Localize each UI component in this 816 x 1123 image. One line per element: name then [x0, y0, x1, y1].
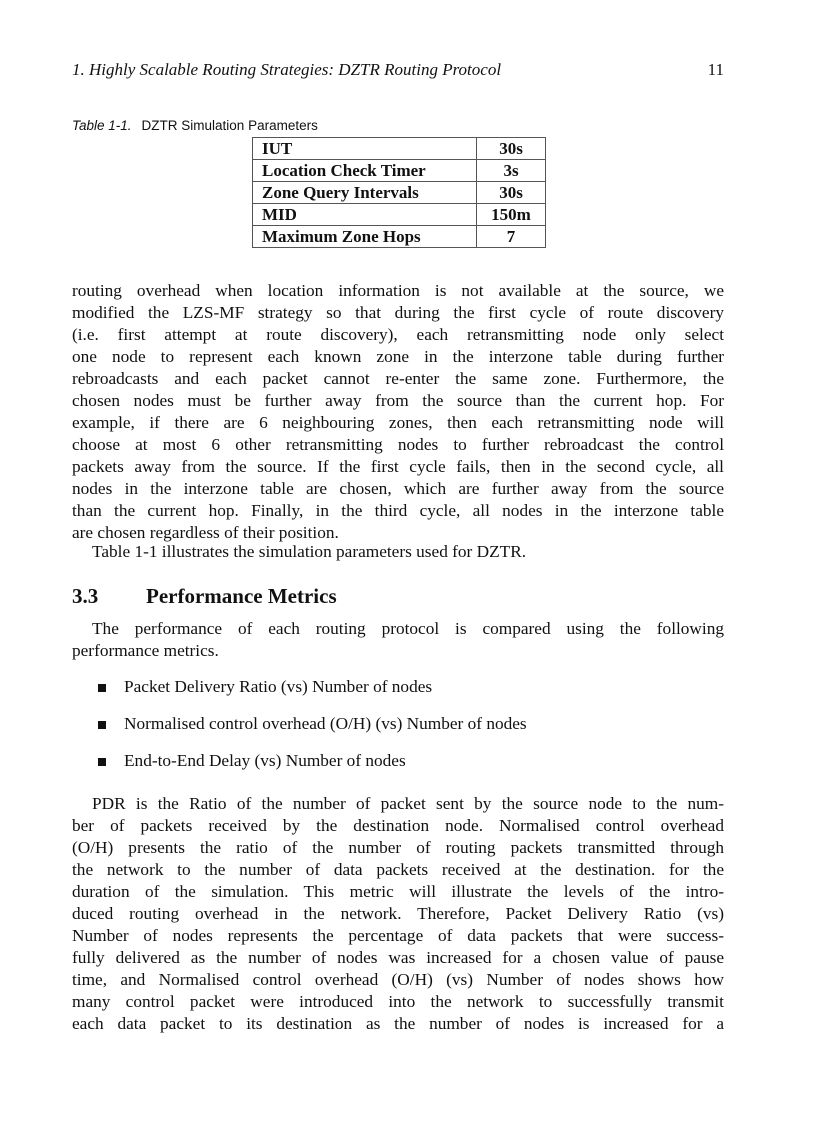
- paragraph-metrics-intro: [72, 618, 724, 662]
- param-value: 30s: [477, 182, 546, 204]
- paragraph-table-reference: Table 1-1 illustrates the simulation parameters used for DZTR.: [92, 542, 527, 561]
- table-caption: [72, 118, 318, 133]
- simulation-parameters-table: [252, 137, 546, 248]
- section-number: 3.3: [72, 584, 99, 608]
- text-line: routing overhead when location information is not available at the source, we: [72, 281, 724, 300]
- section-heading: [72, 584, 337, 609]
- text-line: than the current hop. Finally, in the third cycle, all nodes in the interzone table: [72, 501, 724, 520]
- param-name: Location Check Timer: [253, 160, 477, 182]
- text-line: chosen nodes must be further away from the source than the current hop. For: [72, 391, 724, 410]
- table-row: [253, 138, 546, 160]
- text-line: ber of packets received by the destination node. Normalised control overhead: [72, 816, 724, 835]
- list-item: [98, 750, 527, 787]
- text-line: duced routing overhead in the network. Therefore, Packet Delivery Ratio (vs): [72, 904, 724, 923]
- list-item-text: Packet Delivery Ratio (vs) Number of nodes: [124, 677, 433, 696]
- square-bullet-icon: [98, 758, 106, 766]
- list-item: [98, 713, 527, 750]
- chapter-title: 1. Highly Scalable Routing Strategies: DZTR Routing Protocol: [72, 60, 502, 79]
- param-value: 3s: [477, 160, 546, 182]
- text-line: many control packet were introduced into the network to successfully transmit: [72, 992, 724, 1011]
- param-value: 150m: [477, 204, 546, 226]
- text-line: duration of the simulation. This metric will illustrate the levels of the intro-: [72, 882, 724, 901]
- table-row: [253, 160, 546, 182]
- text-line: choose at most 6 other retransmitting nodes to further rebroadcast the control: [72, 435, 724, 454]
- text-line: (i.e. first attempt at route discovery), each retransmitting node only select: [72, 325, 724, 344]
- param-name: Zone Query Intervals: [253, 182, 477, 204]
- param-name: IUT: [253, 138, 477, 160]
- page-number: 11: [707, 60, 724, 79]
- param-value: 30s: [477, 138, 546, 160]
- list-item-text: End-to-End Delay (vs) Number of nodes: [124, 751, 406, 770]
- square-bullet-icon: [98, 721, 106, 729]
- text-line: fully delivered as the number of nodes was increased for a chosen value of pause: [72, 948, 724, 967]
- text-line: example, if there are 6 neighbouring zones, then each retransmitting node will: [72, 413, 724, 432]
- metrics-list: [98, 676, 527, 787]
- text-line: are chosen regardless of their position.: [72, 523, 339, 542]
- table-caption-text: DZTR Simulation Parameters: [141, 118, 318, 133]
- section-title: Performance Metrics: [146, 584, 337, 608]
- paragraph-pdr-definition: [72, 793, 724, 1035]
- running-head: [72, 60, 724, 84]
- param-value: 7: [477, 226, 546, 248]
- table-caption-label: Table 1-1.: [72, 118, 132, 133]
- text-line: The performance of each routing protocol is compared using the following: [92, 619, 724, 638]
- text-line: modified the LZS-MF strategy so that during the first cycle of route discovery: [72, 303, 724, 322]
- table-row: [253, 182, 546, 204]
- text-line: one node to represent each known zone in the interzone table during further: [72, 347, 724, 366]
- param-name: Maximum Zone Hops: [253, 226, 477, 248]
- text-line: time, and Normalised control overhead (O/H) (vs) Number of nodes shows how: [72, 970, 724, 989]
- text-line: (O/H) presents the ratio of the number of routing packets transmitted through: [72, 838, 724, 857]
- text-line: each data packet to its destination as the number of nodes is increased for a: [72, 1014, 724, 1033]
- text-line: performance metrics.: [72, 641, 219, 660]
- paragraph-routing-overhead: [72, 280, 724, 544]
- param-name: MID: [253, 204, 477, 226]
- text-line: nodes in the interzone table are chosen, which are further away from the source: [72, 479, 724, 498]
- text-line: the network to the number of data packets received at the destination. for the: [72, 860, 724, 879]
- text-line: rebroadcasts and each packet cannot re-enter the same zone. Furthermore, the: [72, 369, 724, 388]
- list-item: [98, 676, 527, 713]
- table-row: [253, 226, 546, 248]
- table-row: [253, 204, 546, 226]
- square-bullet-icon: [98, 684, 106, 692]
- text-line: packets away from the source. If the first cycle fails, then in the second cycle, all: [72, 457, 724, 476]
- text-line: Number of nodes represents the percentage of data packets that were success-: [72, 926, 724, 945]
- text-line: PDR is the Ratio of the number of packet sent by the source node to the num-: [92, 794, 724, 813]
- list-item-text: Normalised control overhead (O/H) (vs) Number of nodes: [124, 714, 527, 733]
